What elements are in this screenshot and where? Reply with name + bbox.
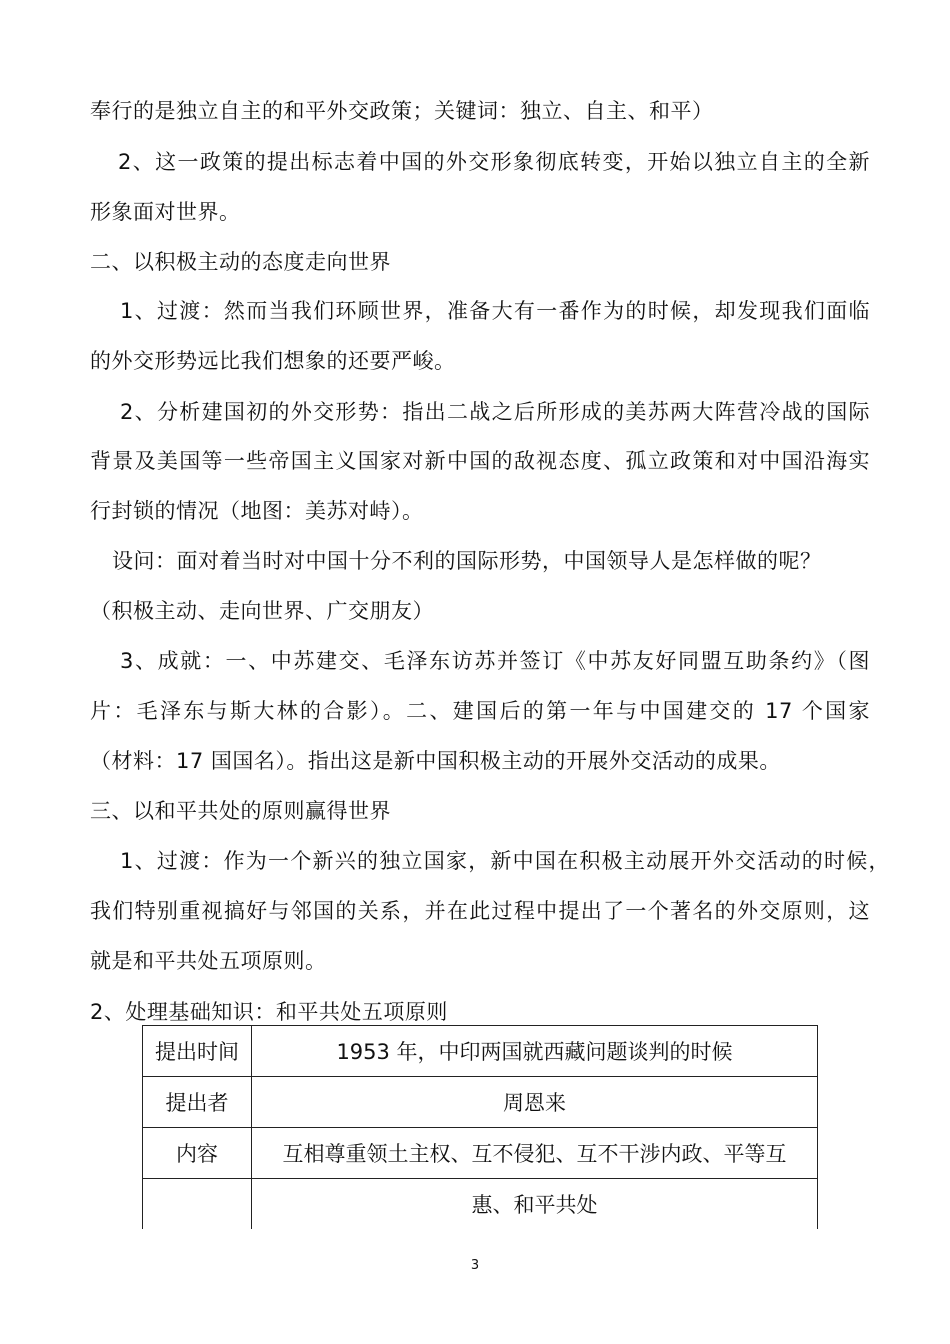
paragraph-line: 我们特别重视搞好与邻国的关系，并在此过程中提出了一个著名的外交原则，这: [90, 899, 870, 923]
question-line: 设问：面对着当时对中国十分不利的国际形势，中国领导人是怎样做的呢？: [112, 549, 822, 573]
paragraph-line: 2、这一政策的提出标志着中国的外交形象彻底转变，开始以独立自主的全新: [118, 150, 870, 174]
table-row: [143, 1179, 818, 1230]
paragraph-line: 2、分析建国初的外交形势：指出二战之后所形成的美苏两大阵营冷战的国际: [120, 400, 870, 424]
section-heading: 三、以和平共处的原则赢得世界: [90, 799, 391, 823]
table-cell-value: 惠、和平共处: [252, 1179, 818, 1230]
paragraph-line: 片：毛泽东与斯大林的合影）。二、建国后的第一年与中国建交的 17 个国家: [90, 699, 870, 723]
paragraph-line: （材料：17 国国名）。指出这是新中国积极主动的开展外交活动的成果。: [90, 749, 781, 773]
paragraph-line: 奉行的是独立自主的和平外交政策；关键词：独立、自主、和平）: [90, 99, 714, 123]
paragraph-line: 形象面对世界。: [90, 200, 241, 224]
paragraph-line: 就是和平共处五项原则。: [90, 949, 327, 973]
paragraph-line: 3、成就：一、中苏建交、毛泽东访苏并签订《中苏友好同盟互助条约》（图: [120, 649, 870, 673]
table-cell-value: 1953 年，中印两国就西藏问题谈判的时候: [252, 1026, 818, 1077]
page-number: 3: [470, 1258, 480, 1273]
paragraph-line: 的外交形势远比我们想象的还要严峻。: [90, 349, 456, 373]
table-cell-label: 内容: [143, 1128, 252, 1179]
paragraph-line: 2、处理基础知识：和平共处五项原则: [90, 1000, 448, 1024]
table-row: [143, 1077, 818, 1128]
table-row: [143, 1128, 818, 1179]
paragraph-line: 背景及美国等一些帝国主义国家对新中国的敌视态度、孤立政策和对中国沿海实: [90, 449, 870, 473]
paragraph-line: 1、过渡：作为一个新兴的独立国家，新中国在积极主动展开外交活动的时候，: [120, 849, 890, 873]
paragraph-line: 行封锁的情况（地图：美苏对峙）。: [90, 499, 424, 523]
paragraph-line: 1、过渡：然而当我们环顾世界，准备大有一番作为的时候，却发现我们面临: [120, 299, 870, 323]
table-cell-label: 提出者: [143, 1077, 252, 1128]
table-cell-value: 互相尊重领土主权、互不侵犯、互不干涉内政、平等互: [252, 1128, 818, 1179]
table-cell-label: 提出时间: [143, 1026, 252, 1077]
table-cell-label: [143, 1179, 252, 1230]
table-row: [143, 1026, 818, 1077]
principles-table: [142, 1025, 818, 1229]
section-heading: 二、以积极主动的态度走向世界: [90, 250, 391, 274]
table-cell-value: 周恩来: [252, 1077, 818, 1128]
answer-line: （积极主动、走向世界、广交朋友）: [90, 599, 434, 623]
